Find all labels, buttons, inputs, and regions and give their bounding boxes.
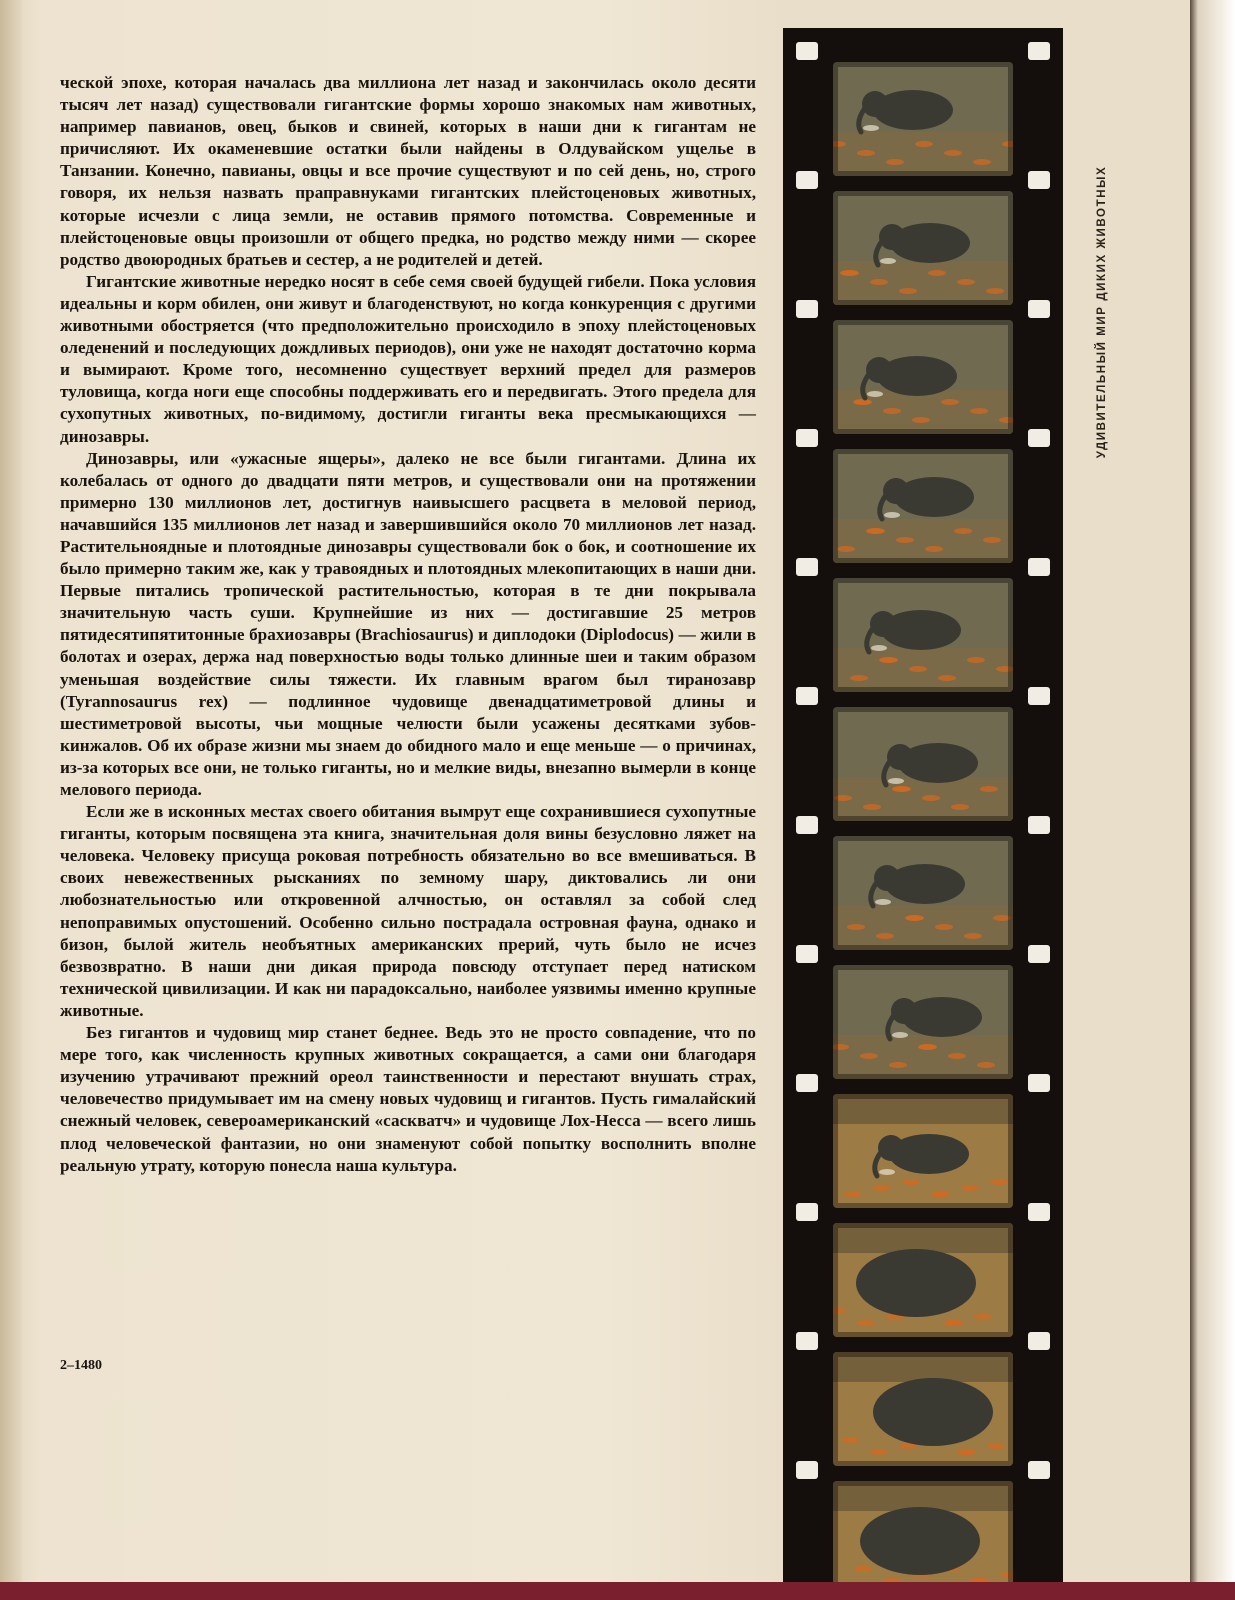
sprocket-hole bbox=[1028, 171, 1050, 189]
rhinoceros-in-grass-frame bbox=[833, 1223, 1013, 1337]
sprocket-hole bbox=[796, 558, 818, 576]
animal-in-grass-frame bbox=[833, 1481, 1013, 1595]
sprocket-hole bbox=[796, 945, 818, 963]
sprocket-hole bbox=[796, 816, 818, 834]
sprocket-hole bbox=[796, 1332, 818, 1350]
sprocket-hole bbox=[1028, 1074, 1050, 1092]
elephant-rolling-mud-frame bbox=[833, 836, 1013, 950]
elephant-splashing-frame bbox=[833, 449, 1013, 563]
mud-wallow-frame bbox=[833, 965, 1013, 1079]
sprocket-hole bbox=[796, 300, 818, 318]
paragraph-3: Динозавры, или «ужасные ящеры», далеко не все были гигантами. Длина их колебалась от одного до двадцати пяти метров, и существовали они на протяжении примерно 130 миллионов лет, достигнув наивысшего расцвета в меловой период, начавшийся 135 миллионов лет назад и завершившийся около 70 миллионов лет назад. Растительноядные и плотоядные динозавры существовали бок о бок, и соотношение их было примерно таким же, как у травоядных и плотоядных млекопитающих в наши дни. Первые питались тропической растительностью, которая в те дни покрывала значительную часть суши. Крупнейшие из них — достигавшие 25 метров пятидесятипятитонные брахиозавры (Brachiosaurus) и диплодоки (Diplodocus) — жили в болотах и озерах, держа над поверхностью воды только длинные шеи и таким образом уменьшая воздействие силы тяжести. Их главным врагом был тиранозавр (Tyrannosaurus rex) — подлинное чудовище двенадцатиметровой длины и шестиметровой высоты, чьи мощные челюсти были усажены десятками зубов-кинжалов. Об их образе жизни мы знаем до обидного мало и еще меньше — о причинах, из-за которых все они, не только гиганты, но и мелкие виды, внезапно вымерли в конце мелового периода. bbox=[60, 448, 756, 799]
paragraph-1: ческой эпохе, которая началась два миллиона лет назад и закончилась около десяти тысяч лет назад) существовали гигантские формы хорошо знакомых нам животных, например павианов, овец, быков и свиней, которых в наши дни к гигантам не причисляют. Их окаменевшие остатки были найдены в Олдувайском ущелье в Танзании. Конечно, павианы, овцы и все прочие существуют и по сей день, но, строго говоря, их нельзя назвать праправнуками гигантских плейстоценовых животных, которые исчезли с лица земли, не оставив прямого потомства. Современные и плейстоценовые овцы произошли от общего предка, но родство между ними — скорее родство двоюродных братьев и сестер, а не родителей и детей. bbox=[60, 73, 756, 269]
sprocket-hole bbox=[796, 1203, 818, 1221]
sprocket-hole bbox=[1028, 42, 1050, 60]
sprocket-hole bbox=[1028, 1332, 1050, 1350]
bottom-color-band bbox=[0, 1582, 1235, 1600]
elephant-in-grass-frame bbox=[833, 1094, 1013, 1208]
film-strip bbox=[783, 28, 1063, 1582]
elephant-wading-water-frame bbox=[833, 62, 1013, 176]
sprocket-hole bbox=[1028, 1461, 1050, 1479]
page-gutter-edge bbox=[0, 0, 22, 1600]
elephant-in-river-frame bbox=[833, 191, 1013, 305]
sprocket-hole bbox=[1028, 558, 1050, 576]
sprocket-hole bbox=[796, 429, 818, 447]
sprocket-hole bbox=[1028, 300, 1050, 318]
sprocket-hole bbox=[1028, 1203, 1050, 1221]
sprocket-hole bbox=[796, 171, 818, 189]
muddy-bank-frame bbox=[833, 578, 1013, 692]
running-head bbox=[1087, 165, 1117, 459]
running-head-text: УДИВИТЕЛЬНЫЙ МИР ДИКИХ ЖИВОТНЫХ bbox=[1096, 165, 1108, 459]
sprocket-hole bbox=[1028, 687, 1050, 705]
sprocket-hole bbox=[1028, 945, 1050, 963]
sprocket-hole bbox=[796, 1461, 818, 1479]
sprocket-hole bbox=[796, 687, 818, 705]
sprocket-hole bbox=[796, 1074, 818, 1092]
elephant-trunk-raised-frame bbox=[833, 320, 1013, 434]
page-right-margin bbox=[1190, 0, 1235, 1600]
sprocket-hole bbox=[1028, 429, 1050, 447]
paragraph-5: Без гигантов и чудовищ мир станет беднее. Ведь это не просто совпадение, что по мере того, как численность крупных животных сокращается, а сами они благодаря изучению утрачивают прежний ореол таинственности и перестают внушать страх, человечество придумывает им на смену новых чудовищ и гигантов. Пусть гималайский снежный человек, североамериканский «саскватч» и чудовище Лох-Несса — всего лишь плод человеческой фантазии, но они знаменуют собой попытку восполнить вполне реальную утрату, которую понесла наша культура. bbox=[60, 1023, 756, 1175]
sprocket-hole bbox=[1028, 816, 1050, 834]
body-text bbox=[60, 72, 756, 1177]
sprocket-hole bbox=[796, 42, 818, 60]
paragraph-2: Гигантские животные нередко носят в себе семя своей будущей гибели. Пока условия идеальны и корм обилен, они живут и благоденствуют, но когда конкуренция с другими животными обостряется (что предположительно происходило в эпоху плейстоценовых оледенений и последующих дождливых периодов), они уже не находят достаточно корма и вымирают. Кроме того, несомненно существует верхний предел для размеров туловища, когда ноги еще способны поддерживать его и передвигать. Этого предела для сухопутных животных, по-видимому, достигли гиганты века пресмыкающихся — динозавры. bbox=[60, 271, 756, 446]
paragraph-4: Если же в исконных местах своего обитания вымрут еще сохранившиеся сухопутные гиганты, которым посвящена эта книга, значительная доля вины безусловно ляжет на человека. Человеку присуща роковая потребность обязательно во все вмешиваться. В своих невежественных рысканиях по земному шару, диктовались ли они любознательностью или откровенной алчностью, он оставлял за собой след непоправимых опустошений. Особенно сильно пострадала островная фауна, однако и бизон, былой житель необъятных американских прерий, чуть было не исчез безвозвратно. В наши дни дикая природа повсюду отступает перед натиском технической цивилизации. И как ни парадоксально, наиболее уязвимы именно крупные животные. bbox=[60, 802, 756, 1020]
elephant-lying-mud-frame bbox=[833, 707, 1013, 821]
rhinoceros-close-up-frame bbox=[833, 1352, 1013, 1466]
page-folio: 2–1480 bbox=[60, 1358, 102, 1373]
